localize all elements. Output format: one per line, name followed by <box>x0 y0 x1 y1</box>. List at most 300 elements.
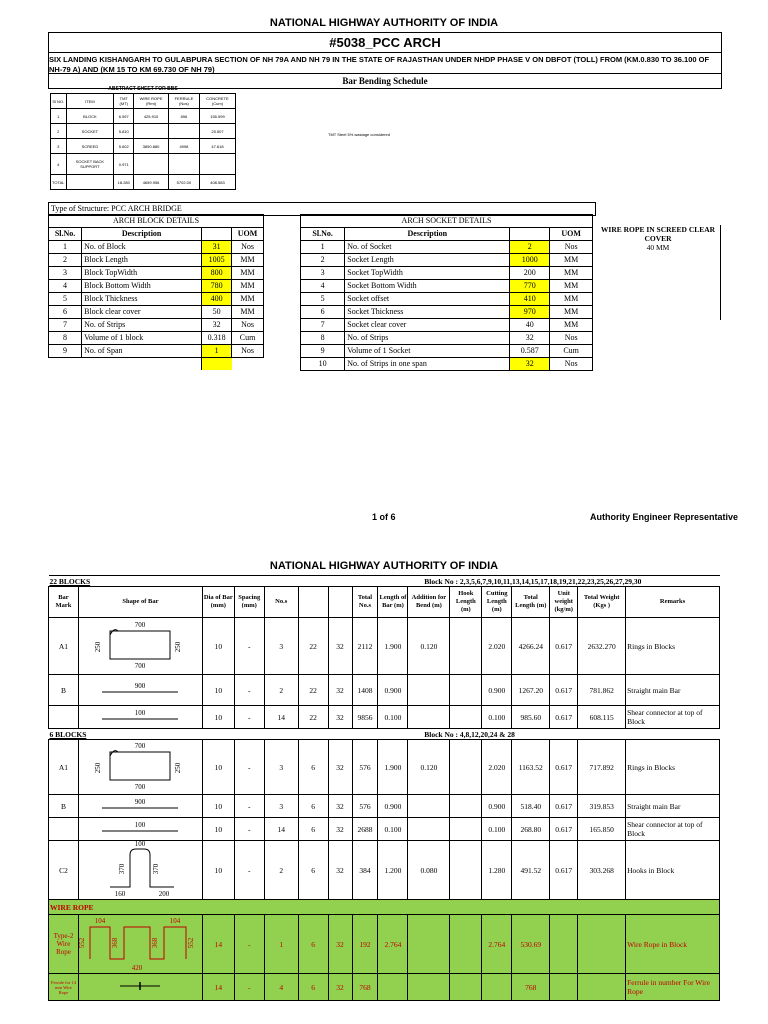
shape-cell <box>78 675 202 706</box>
cell-hook <box>450 740 482 795</box>
wire-rope-cover-number: 40 <box>646 243 655 252</box>
cell-n2: 6 <box>298 841 328 900</box>
socket-title: ARCH SOCKET DETAILS <box>301 215 593 228</box>
socket-uom: MM <box>550 293 593 306</box>
bar-bending-table <box>48 575 720 1001</box>
page-number: 1 of 6 <box>372 512 396 522</box>
cell-uw: 0.617 <box>550 818 578 841</box>
shape-cell <box>78 915 202 974</box>
shape-line-svg <box>80 675 200 703</box>
cell-bend <box>408 974 450 1001</box>
block-sl: 4 <box>49 280 82 293</box>
project-description: SIX LANDING KISHANGARH TO GULABPURA SECTION OF NH 79A AND NH 79 IN THE STATE OF RAJASTHAN UNDER NHDP PHASE V ON DBFOT (TOLL) FROM (KM.0.830 TO 36.100 OF NH-79 A) AND (KM 15 TO KM 69.730 OF NH 79) <box>49 55 710 74</box>
socket-value: 200 <box>510 267 550 280</box>
block-desc: Block Bottom Width <box>82 280 202 293</box>
shape-line-svg <box>80 795 200 815</box>
socket-header-cell: UOM <box>550 228 593 241</box>
block-value: 800 <box>202 267 232 280</box>
dim-label: 250 <box>174 641 183 653</box>
cell-cut: 2.020 <box>482 740 512 795</box>
cell-tw: 319.853 <box>578 795 626 818</box>
abstract-cell: 25.507 <box>199 124 235 139</box>
block-value: 32 <box>202 319 232 332</box>
cell-cut: 0.900 <box>482 795 512 818</box>
shape-cell <box>78 618 202 675</box>
abstract-cell: 2 <box>51 124 67 139</box>
cell-tlen: 768 <box>512 974 550 1001</box>
cell-tw: 165.850 <box>578 818 626 841</box>
cell-tw <box>578 974 626 1001</box>
cell-n2: 6 <box>298 915 328 974</box>
cell-tw: 608.115 <box>578 706 626 729</box>
section2-row <box>49 795 720 818</box>
cell-hook <box>450 915 482 974</box>
remarks: Straight main Bar <box>626 675 720 706</box>
socket-sl: 3 <box>301 267 345 280</box>
socket-uom: Cum <box>550 345 593 358</box>
bbs-header-cell: Total Length (m) <box>512 587 550 618</box>
abstract-header-row <box>51 94 236 109</box>
cell-len: 1.900 <box>378 618 408 675</box>
cell-cut: 2.020 <box>482 618 512 675</box>
socket-value: 410 <box>510 293 550 306</box>
block-sl: 8 <box>49 332 82 345</box>
abstract-cell: 4 <box>51 154 67 175</box>
cell-uw: 0.617 <box>550 706 578 729</box>
cell-tw: 303.268 <box>578 841 626 900</box>
page2-org-title: NATIONAL HIGHWAY AUTHORITY OF INDIA <box>269 560 499 572</box>
socket-row <box>301 241 593 254</box>
block-desc: Volume of 1 block <box>82 332 202 345</box>
section2-title-row <box>49 729 720 740</box>
block-uom: Nos <box>232 345 264 358</box>
abstract-cell: 0.971 <box>114 154 134 175</box>
socket-row <box>301 267 593 280</box>
cell-spacing: - <box>234 675 264 706</box>
block-pad-cell <box>202 358 232 371</box>
block-title-row <box>49 215 264 228</box>
block-value: 50 <box>202 306 232 319</box>
cell-hook <box>450 974 482 1001</box>
dim-label: 552 <box>78 937 87 949</box>
wire-rope-title: WIRE ROPE <box>49 900 720 915</box>
socket-uom: Nos <box>550 358 593 371</box>
cell-uw: 0.617 <box>550 841 578 900</box>
abstract-header-cell: ITEM <box>66 94 114 109</box>
abstract-row <box>51 109 236 124</box>
cell-hook <box>450 675 482 706</box>
dim-label: 250 <box>174 762 183 774</box>
cell-n1: 14 <box>264 818 298 841</box>
block-sl: 7 <box>49 319 82 332</box>
cell-total: 2112 <box>352 618 378 675</box>
cell-total: 384 <box>352 841 378 900</box>
block-value: 0.318 <box>202 332 232 345</box>
abstract-cell <box>199 154 235 175</box>
abstract-title: ABSTRACT SHEET FOR BBS <box>108 86 178 92</box>
socket-row <box>301 319 593 332</box>
block-value: 780 <box>202 280 232 293</box>
shape-cell <box>78 795 202 818</box>
block-desc: No. of Span <box>82 345 202 358</box>
socket-desc: No. of Strips in one span <box>345 358 510 371</box>
cell-n3: 32 <box>328 618 352 675</box>
block-row <box>49 267 264 280</box>
block-desc: Block clear cover <box>82 306 202 319</box>
cell-bend: 0.080 <box>408 841 450 900</box>
abstract-cell: 1 <box>51 109 67 124</box>
cell-len: 0.900 <box>378 795 408 818</box>
bar-mark: A1 <box>49 740 79 795</box>
arch-socket-table <box>300 214 593 371</box>
wire-rope-row <box>49 915 720 974</box>
bbs-header-cell: Total No.s <box>352 587 378 618</box>
bar-mark: A1 <box>49 618 79 675</box>
abstract-cell: 18.280 <box>114 175 134 190</box>
socket-uom: MM <box>550 306 593 319</box>
block-uom: MM <box>232 267 264 280</box>
section2-row <box>49 818 720 841</box>
bbs-header-cell: Remarks <box>626 587 720 618</box>
socket-desc: Socket offset <box>345 293 510 306</box>
cell-hook <box>450 795 482 818</box>
block-uom: MM <box>232 280 264 293</box>
block-pad-cell <box>232 358 264 371</box>
socket-sl: 10 <box>301 358 345 371</box>
section2-block-no: Block No : 4,8,12,20,24 & 28 <box>264 729 719 740</box>
cell-len: 0.900 <box>378 675 408 706</box>
bbs-header-cell: Total Weight (Kgs ) <box>578 587 626 618</box>
dim-label: 370 <box>152 863 161 875</box>
socket-desc: No. of Socket <box>345 241 510 254</box>
wire-rope-title-row <box>49 900 720 915</box>
cell-uw: 0.617 <box>550 675 578 706</box>
socket-row <box>301 280 593 293</box>
cell-n3: 32 <box>328 915 352 974</box>
cell-total: 576 <box>352 795 378 818</box>
bbs-header-cell: Unit weight (kg/m) <box>550 587 578 618</box>
abstract-row <box>51 175 236 190</box>
cell-n2: 6 <box>298 974 328 1001</box>
cell-tlen: 268.80 <box>512 818 550 841</box>
abstract-header-cell: FERRULE (Nos) <box>168 94 199 109</box>
abstract-cell: 425.910 <box>134 109 169 124</box>
socket-desc: No. of Strips <box>345 332 510 345</box>
cell-n3: 32 <box>328 706 352 729</box>
shape-ring-svg <box>80 618 200 672</box>
block-value: 1005 <box>202 254 232 267</box>
abstract-cell: 4998 <box>168 139 199 154</box>
socket-value: 40 <box>510 319 550 332</box>
cell-len: 1.200 <box>378 841 408 900</box>
block-sl: 6 <box>49 306 82 319</box>
cell-bend: 0.120 <box>408 618 450 675</box>
section1-title-row <box>49 576 720 587</box>
schedule-title: Bar Bending Schedule <box>48 73 722 89</box>
block-row <box>49 254 264 267</box>
shape-line-svg <box>80 818 200 838</box>
abstract-cell: 696 <box>168 109 199 124</box>
cell-tw: 717.892 <box>578 740 626 795</box>
cell-tlen: 518.40 <box>512 795 550 818</box>
shape-ferrule-svg <box>80 974 200 998</box>
cell-n1: 3 <box>264 740 298 795</box>
remarks: Shear connector at top of Block <box>626 818 720 841</box>
cell-n3: 32 <box>328 818 352 841</box>
bbs-header-cell: Addition for Bend (m) <box>408 587 450 618</box>
abstract-cell: 3 <box>51 139 67 154</box>
signature-label: Authority Engineer Representative <box>590 512 739 522</box>
socket-value: 32 <box>510 358 550 371</box>
socket-header-cell: Sl.No. <box>301 228 345 241</box>
bar-mark: B <box>49 675 79 706</box>
cell-n2: 22 <box>298 618 328 675</box>
cell-spacing: - <box>234 706 264 729</box>
block-sl: 9 <box>49 345 82 358</box>
ring-hook-shape <box>110 751 118 756</box>
block-value: 1 <box>202 345 232 358</box>
socket-row <box>301 358 593 371</box>
shape-rope-svg <box>80 915 200 971</box>
section2-row <box>49 740 720 795</box>
socket-desc: Socket Length <box>345 254 510 267</box>
dim-label: 700 <box>135 621 146 629</box>
remarks: Wire Rope in Block <box>626 915 720 974</box>
block-sl: 3 <box>49 267 82 280</box>
cell-bend <box>408 915 450 974</box>
block-sl: 5 <box>49 293 82 306</box>
bbs-header-cell: Cutting Length (m) <box>482 587 512 618</box>
dim-label: 104 <box>170 917 181 925</box>
bar-mark <box>49 818 79 841</box>
cell-tlen: 1163.52 <box>512 740 550 795</box>
block-value: 400 <box>202 293 232 306</box>
abstract-cell <box>168 124 199 139</box>
dim-label: 700 <box>135 783 146 791</box>
socket-desc: Socket Thickness <box>345 306 510 319</box>
block-row <box>49 293 264 306</box>
cell-spacing: - <box>234 740 264 795</box>
socket-row <box>301 306 593 319</box>
socket-uom: MM <box>550 267 593 280</box>
block-uom: Nos <box>232 319 264 332</box>
dim-label: 368 <box>111 937 120 949</box>
cell-hook <box>450 618 482 675</box>
cell-cut: 0.900 <box>482 675 512 706</box>
bbs-header-cell <box>328 587 352 618</box>
bar-mark: C2 <box>49 841 79 900</box>
shape-hook-svg <box>80 841 200 897</box>
cell-spacing: - <box>234 974 264 1001</box>
cell-len: 2.764 <box>378 915 408 974</box>
block-row <box>49 306 264 319</box>
socket-header-cell <box>510 228 550 241</box>
cell-n1: 2 <box>264 675 298 706</box>
cell-total: 9856 <box>352 706 378 729</box>
cell-tlen: 4266.24 <box>512 618 550 675</box>
ring-hook-shape <box>110 630 118 635</box>
abstract-header-cell: TMT (MT) <box>114 94 134 109</box>
cell-total: 192 <box>352 915 378 974</box>
socket-sl: 6 <box>301 306 345 319</box>
socket-sl: 8 <box>301 332 345 345</box>
socket-uom: Nos <box>550 332 593 345</box>
bbs-header-cell: Shape of Bar <box>78 587 202 618</box>
block-sl: 2 <box>49 254 82 267</box>
cell-n3: 32 <box>328 740 352 795</box>
cell-len: 0.100 <box>378 818 408 841</box>
cell-bend <box>408 795 450 818</box>
block-header-cell: UOM <box>232 228 264 241</box>
dim-label: 104 <box>95 917 106 925</box>
cell-n3: 32 <box>328 795 352 818</box>
cell-total: 768 <box>352 974 378 1001</box>
cell-cut <box>482 974 512 1001</box>
cell-spacing: - <box>234 841 264 900</box>
dim-label: 368 <box>151 937 160 949</box>
cell-dia: 10 <box>202 675 234 706</box>
socket-uom: MM <box>550 319 593 332</box>
socket-sl: 1 <box>301 241 345 254</box>
cell-cut: 1.280 <box>482 841 512 900</box>
socket-header-row <box>301 228 593 241</box>
abstract-note: TMT Steel 5% wastage considered <box>328 132 390 137</box>
cell-uw: 0.617 <box>550 795 578 818</box>
dim-label: 160 <box>115 890 126 898</box>
abstract-table <box>50 93 236 190</box>
block-row <box>49 332 264 345</box>
cell-dia: 10 <box>202 818 234 841</box>
cell-n3: 32 <box>328 841 352 900</box>
remarks: Shear connector at top of Block <box>626 706 720 729</box>
dim-label: 200 <box>159 890 170 898</box>
socket-uom: MM <box>550 254 593 267</box>
section1-row <box>49 706 720 729</box>
wire-rope-cover-note <box>596 225 721 320</box>
block-header-row <box>49 228 264 241</box>
abstract-row <box>51 124 236 139</box>
ring-bar-shape <box>110 631 170 659</box>
cell-total: 576 <box>352 740 378 795</box>
socket-row <box>301 332 593 345</box>
bbs-header-cell: Hook Length (m) <box>450 587 482 618</box>
remarks: Rings in Blocks <box>626 618 720 675</box>
socket-row <box>301 345 593 358</box>
abstract-cell <box>134 124 169 139</box>
abstract-header-cell: CONCRETE (Cum) <box>199 94 235 109</box>
abstract-cell: 408.583 <box>199 175 235 190</box>
dim-label: 900 <box>135 682 146 690</box>
bbs-header-cell <box>298 587 328 618</box>
remarks: Straight main Bar <box>626 795 720 818</box>
abstract-cell: SCREED <box>66 139 114 154</box>
shape-ring-svg <box>80 740 200 792</box>
cell-n1: 2 <box>264 841 298 900</box>
bbs-header-cell: Bar Mark <box>49 587 79 618</box>
block-desc: Block Length <box>82 254 202 267</box>
block-desc: No. of Strips <box>82 319 202 332</box>
block-desc: Block Thickness <box>82 293 202 306</box>
dim-label: 100 <box>135 840 146 848</box>
cell-tw <box>578 915 626 974</box>
cell-n2: 22 <box>298 675 328 706</box>
cell-dia: 14 <box>202 915 234 974</box>
dim-label: 700 <box>135 662 146 670</box>
section2-title: 6 BLOCKS <box>49 729 265 740</box>
abstract-cell: 5.810 <box>114 124 134 139</box>
shape-cell <box>78 818 202 841</box>
abstract-cell: TOTAL <box>51 175 67 190</box>
block-row <box>49 241 264 254</box>
cell-len: 1.900 <box>378 740 408 795</box>
cell-dia: 10 <box>202 740 234 795</box>
cell-spacing: - <box>234 915 264 974</box>
dim-label: 100 <box>135 709 146 717</box>
bar-mark: B <box>49 795 79 818</box>
bbs-header-cell: Spacing (mm) <box>234 587 264 618</box>
bbs-header-cell: No.s <box>264 587 298 618</box>
cell-bend <box>408 818 450 841</box>
shape-cell <box>78 974 202 1001</box>
abstract-header-cell: WIRE ROPE (Rmt) <box>134 94 169 109</box>
socket-sl: 2 <box>301 254 345 267</box>
cell-n2: 6 <box>298 818 328 841</box>
socket-value: 770 <box>510 280 550 293</box>
dim-label: 900 <box>135 798 146 806</box>
dim-label: 370 <box>118 863 127 875</box>
dim-label: 250 <box>94 641 103 653</box>
cell-n1: 3 <box>264 618 298 675</box>
cell-dia: 14 <box>202 974 234 1001</box>
cell-len <box>378 974 408 1001</box>
socket-desc: Socket TopWidth <box>345 267 510 280</box>
socket-sl: 9 <box>301 345 345 358</box>
socket-value: 970 <box>510 306 550 319</box>
wire-rope-cover-unit: MM <box>656 243 670 252</box>
abstract-row <box>51 154 236 175</box>
cell-uw: 0.617 <box>550 618 578 675</box>
wire-rope-cover-label: WIRE ROPE IN SCREED CLEAR COVER <box>600 225 716 243</box>
block-desc: Block TopWidth <box>82 267 202 280</box>
abstract-cell <box>66 175 114 190</box>
dim-label: 420 <box>132 964 143 972</box>
bbs-header-cell: Length of Bar (m) <box>378 587 408 618</box>
block-sl: 1 <box>49 241 82 254</box>
cell-tw: 781.862 <box>578 675 626 706</box>
shape-line-svg <box>80 706 200 726</box>
block-row <box>49 280 264 293</box>
socket-uom: MM <box>550 280 593 293</box>
abstract-cell: 5.602 <box>114 139 134 154</box>
block-pad-row <box>49 358 264 371</box>
section1-block-no: Block No : 2,3,5,6,7,9,10,11,13,14,15,17,18,19,21,22,23,25,26,27,29,30 <box>264 576 719 587</box>
dim-label: 552 <box>187 937 196 949</box>
abstract-header-cell: Sl NO. <box>51 94 67 109</box>
socket-value: 1000 <box>510 254 550 267</box>
abstract-cell: 47.618 <box>199 139 235 154</box>
remarks: Ferrule in number For Wire Rope <box>626 974 720 1001</box>
abstract-cell <box>134 154 169 175</box>
abstract-cell: 155.599 <box>199 109 235 124</box>
socket-desc: Volume of 1 Socket <box>345 345 510 358</box>
wire-rope-cover-value <box>596 243 720 252</box>
cell-tlen: 985.60 <box>512 706 550 729</box>
block-uom: MM <box>232 306 264 319</box>
socket-desc: Socket clear cover <box>345 319 510 332</box>
remarks: Rings in Blocks <box>626 740 720 795</box>
block-uom: Cum <box>232 332 264 345</box>
abstract-cell: 6.597 <box>114 109 134 124</box>
